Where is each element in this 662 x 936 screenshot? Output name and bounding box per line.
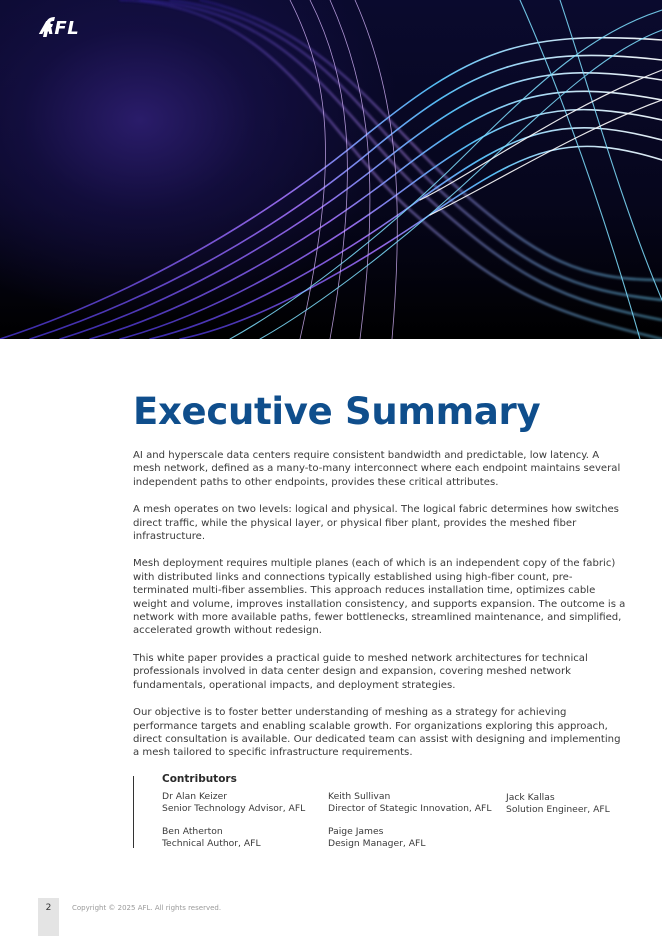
contributor-name: Jack Kallas [506,792,555,803]
hero-image [0,0,662,339]
paragraph: This white paper provides a practical guide to meshed network architectures for technical professionals involved in data center design and expansion, covering meshed network fundamentals, operational impacts, and deployment strategies. [133,652,588,691]
contributor [162,826,261,850]
contributor-role: Director of Stategic Innovation, AFL [328,803,492,815]
contributor-role: Design Manager, AFL [328,838,426,850]
paragraph: Mesh deployment requires multiple planes (each of which is an independent copy of the fabric) with distributed links and connections typically established using high-fiber count, pre-terminated multi-fiber assemblies. This approach reduces installation time, optimizes cable weight and volume, improves installation consistency, and supports expansion. The outcome is a network with more available paths, fewer bottlenecks, streamlined maintenance, and simplified, accelerated growth without redesign. [133,558,626,637]
contributors-heading: Contributors [162,773,237,785]
contributor [162,791,305,815]
afl-flame-icon [40,17,56,37]
contributor-name: Ben Atherton [162,826,223,837]
contributor-name: Keith Sullivan [328,791,391,802]
page-number-tab [38,898,59,936]
page-number: 2 [45,903,52,913]
copyright-notice: Copyright © 2025 AFL. All rights reserved. [72,904,222,912]
contributor-role: Senior Technology Advisor, AFL [162,803,306,815]
page-title: Executive Summary [133,390,541,433]
contributor-name: Paige James [328,826,384,837]
paragraph: AI and hyperscale data centers require consistent bandwidth and predictable, low latency. A mesh network, defined as a many-to-many interconnect where each endpoint maintains several independent paths to other endpoints, provides these critical attributes. [133,450,621,488]
contributor [328,826,425,850]
fiber-light-streaks-graphic [0,0,662,339]
contributor-role: Technical Author, AFL [162,838,261,850]
contributor [328,791,491,815]
contributor-name: Dr Alan Keizer [162,791,228,802]
afl-logo [40,17,79,39]
contributor [506,792,610,816]
contributor-role: Solution Engineer, AFL [506,804,610,816]
logo-text: AFL [40,17,80,39]
contributors-block [133,773,624,850]
paragraph: Our objective is to foster better understanding of meshing as a strategy for achieving performance targets and enabling scalable growth. For organizations exploring this approach, direct consultation is available. Our dedicated team can assist with designing and implementing a mesh tailored to specific infrastructure requirements. [133,707,621,759]
main-content [133,388,628,760]
paragraph: A mesh operates on two levels: logical and physical. The logical fabric determines how switches direct traffic, while the physical layer, or physical fiber plant, provides the meshed fiber infrastructure. [133,504,619,543]
